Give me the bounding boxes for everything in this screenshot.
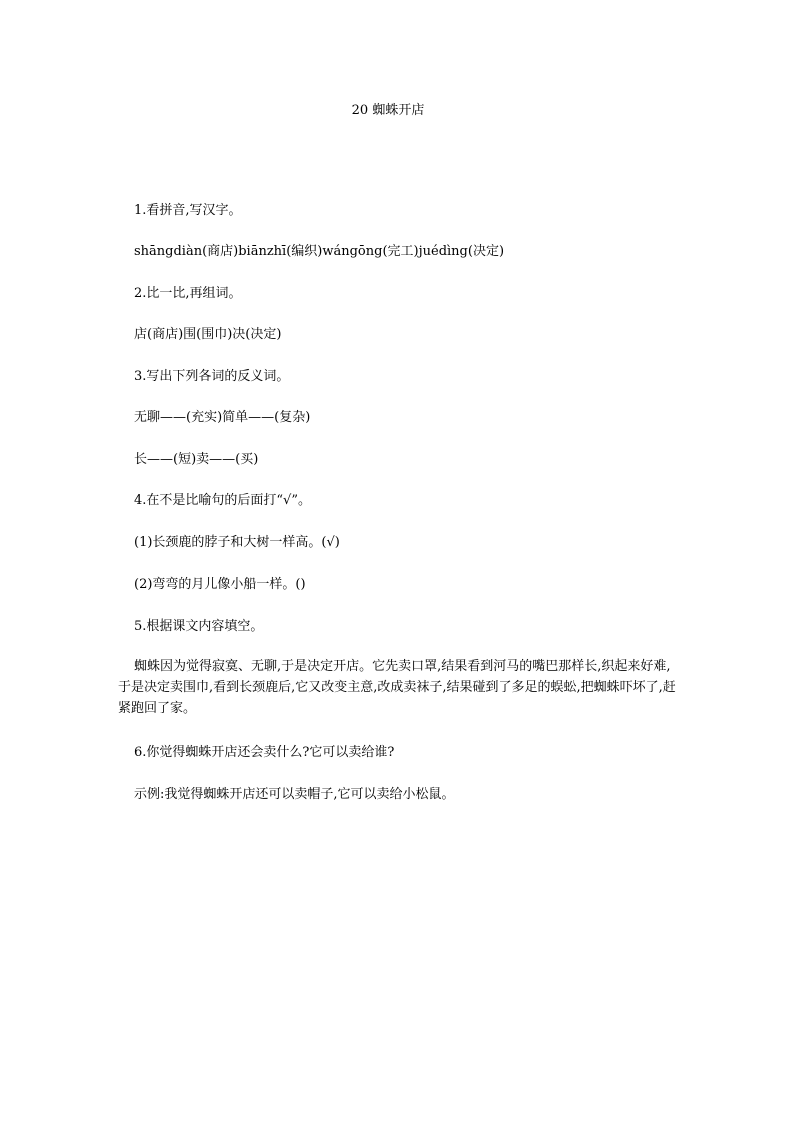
question-4-item-1: (1)长颈鹿的脖子和大树一样高。(√): [134, 535, 340, 550]
question-2-heading: 2.比一比,再组词。: [134, 286, 242, 301]
question-1-heading: 1.看拼音,写汉字。: [134, 203, 242, 218]
question-3-antonyms-line-1: 无聊——(充实)简单——(复杂): [134, 410, 311, 425]
document-title: 20 蜘蛛开店: [351, 103, 425, 118]
question-2-answer: 店(商店)围(围巾)决(决定): [134, 327, 282, 342]
question-5-answer: 蜘蛛因为觉得寂寞、无聊,于是决定开店。它先卖口罩,结果看到河马的嘴巴那样长,织起来好难,于是决定卖围巾,看到长颈鹿后,它又改变主意,改成卖袜子,结果碰到了多足的蜈蚣,把蜘蛛吓坏了,赶紧跑回了家。: [118, 659, 676, 716]
question-5-heading: 5.根据课文内容填空。: [134, 619, 264, 634]
question-4-item-2: (2)弯弯的月儿像小船一样。(): [134, 577, 306, 592]
question-3-antonyms-line-2: 长——(短)卖——(买): [134, 452, 259, 467]
question-1-answer: shāngdiàn(商店)biānzhī(编织)wángōng(完工)juédìng(决定): [134, 244, 505, 259]
question-6-answer: 示例:我觉得蜘蛛开店还可以卖帽子,它可以卖给小松鼠。: [134, 787, 455, 802]
question-4-heading: 4.在不是比喻句的后面打“√”。: [134, 493, 311, 508]
question-6-heading: 6.你觉得蜘蛛开店还会卖什么?它可以卖给谁?: [134, 745, 395, 760]
question-3-heading: 3.写出下列各词的反义词。: [134, 369, 290, 384]
